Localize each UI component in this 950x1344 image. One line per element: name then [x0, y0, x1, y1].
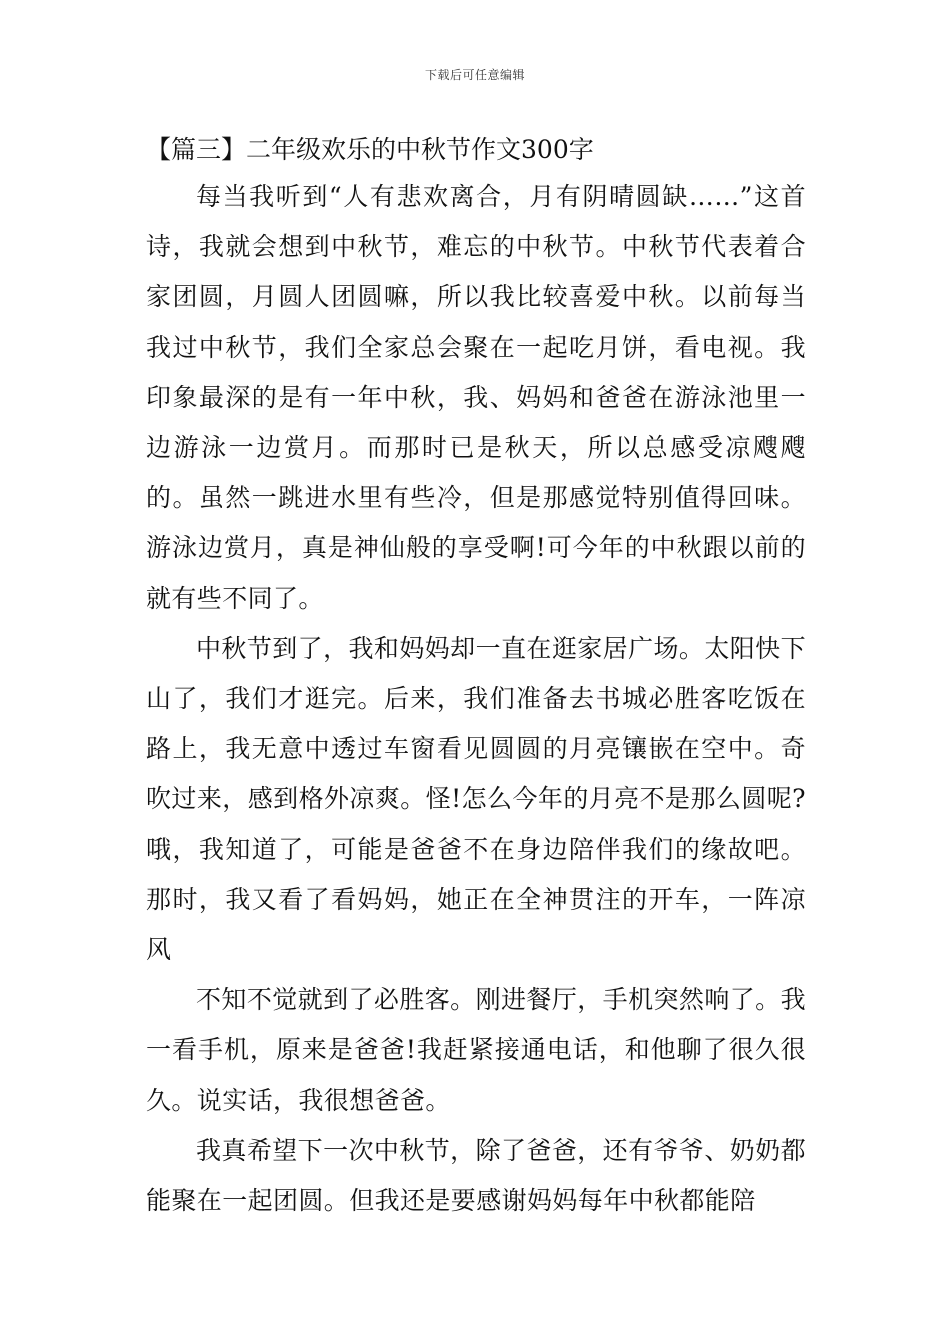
paragraph-1: 每当我听到“人有悲欢离合，月有阴晴圆缺……”这首诗，我就会想到中秋节，难忘的中秋节。中秋节代表着合家团圆，月圆人团圆嘛，所以我比较喜爱中秋。以前每当我过中秋节，我们全家总会聚在一起吃月饼，看电视。我印象最深的是有一年中秋，我、妈妈和爸爸在游泳池里一边游泳一边赏月。而那时已是秋天，所以总感受凉飕飕的。虽然一跳进水里有些冷，但是那感觉特别值得回味。游泳边赏月，真是神仙般的享受啊!可今年的中秋跟以前的就有些不同了。 [146, 182, 806, 613]
paragraph-4: 我真希望下一次中秋节，除了爸爸，还有爷爷、奶奶都能聚在一起团圆。但我还是要感谢妈妈每年中秋都能陪 [146, 1135, 806, 1216]
document-body [146, 128, 806, 1226]
paragraph-2: 中秋节到了，我和妈妈却一直在逛家居广场。太阳快下山了，我们才逛完。后来，我们准备去书城必胜客吃饭在路上，我无意中透过车窗看见圆圆的月亮镶嵌在空中。奇吹过来，感到格外凉爽。怪!怎么今年的月亮不是那么圆呢?哦，我知道了，可能是爸爸不在身边陪伴我们的缘故吧。那时，我又看了看妈妈，她正在全神贯注的开车，一阵凉风 [146, 633, 806, 965]
header-note: 下载后可任意编辑 [424, 68, 525, 82]
essay-title: 【篇三】二年级欢乐的中秋节作文300字 [146, 135, 594, 164]
paragraph-3: 不知不觉就到了必胜客。刚进餐厅，手机突然响了。我一看手机，原来是爸爸!我赶紧接通电话，和他聊了很久很久。说实话，我很想爸爸。 [146, 985, 806, 1115]
